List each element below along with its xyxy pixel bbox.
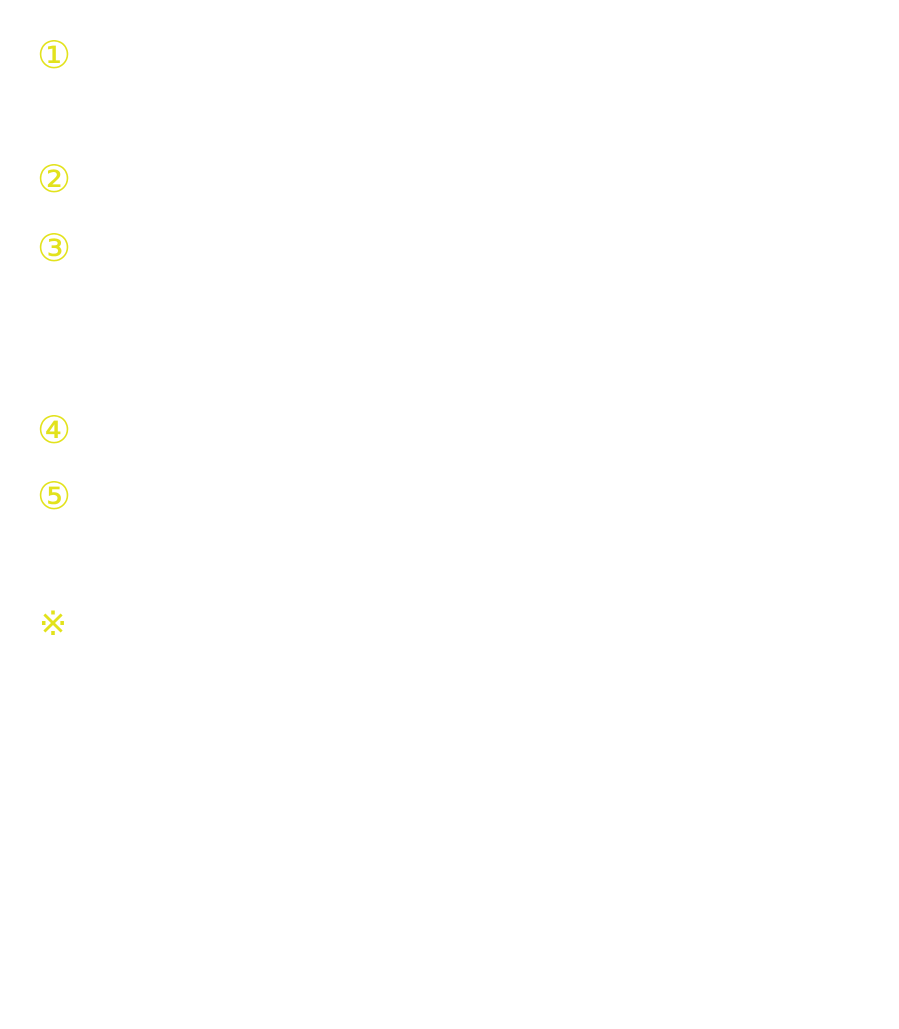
item-marker-3: ③: [36, 226, 72, 270]
item-marker-4: ④: [36, 408, 72, 452]
item-marker-2: ②: [36, 157, 72, 201]
item-marker-1: ①: [36, 33, 72, 77]
note-reference-mark: ※: [38, 604, 68, 644]
item-marker-5: ⑤: [36, 474, 72, 518]
